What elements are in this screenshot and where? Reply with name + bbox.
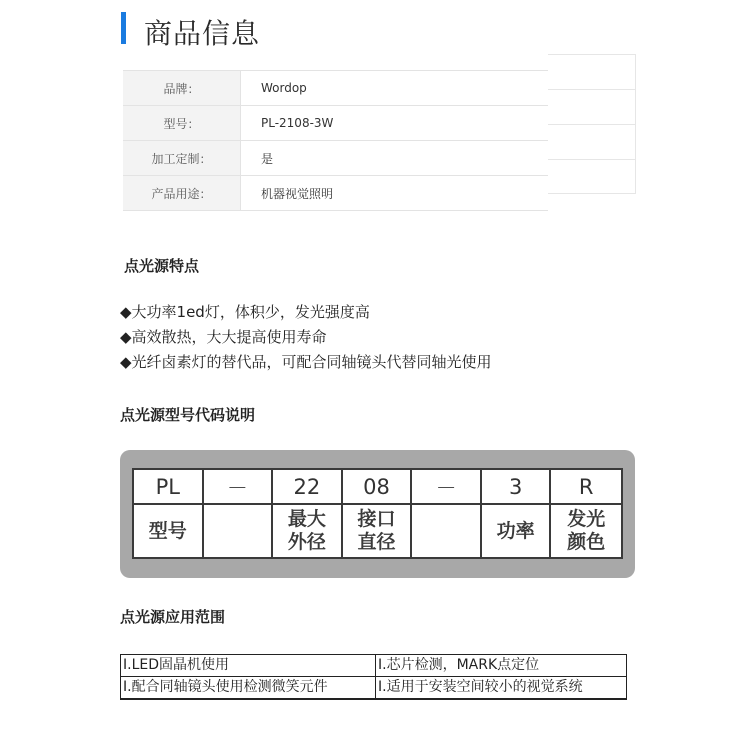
- product-info-table: [123, 70, 548, 211]
- feature-list: [120, 300, 492, 375]
- info-row-model: [123, 106, 548, 141]
- model-code-heading: 点光源型号代码说明: [120, 406, 256, 424]
- section-title: 商品信息: [144, 17, 261, 50]
- code-cell: 22: [273, 470, 343, 505]
- info-label: 型号：: [123, 106, 241, 140]
- table-decoration: [548, 54, 636, 194]
- info-row-brand: [123, 71, 548, 106]
- code-meaning-cell: 发光 颜色: [567, 508, 606, 553]
- info-label: 品牌：: [123, 71, 241, 105]
- code-cell: 3: [482, 470, 552, 505]
- feature-item: ◆大功率1ed灯，体积少，发光强度高: [120, 303, 370, 321]
- table-row: [121, 655, 627, 677]
- feature-item: ◆光纤卤素灯的替代品，可配合同轴镜头代替同轴光使用: [120, 353, 492, 371]
- table-cell: Ⅰ.适用于安装空间较小的视觉系统: [376, 677, 627, 700]
- model-code-grid: [132, 468, 623, 559]
- code-cell: －: [204, 470, 274, 505]
- table-cell: Ⅰ.芯片检测，MARK点定位: [376, 655, 627, 677]
- info-value: Wordop: [261, 81, 307, 95]
- info-value: 是: [261, 151, 274, 166]
- code-meaning-cell: 型号: [134, 505, 204, 557]
- info-label: 加工定制：: [123, 141, 241, 175]
- table-cell: Ⅰ.配合同轴镜头使用检测微笑元件: [121, 677, 376, 700]
- code-meaning-cell: 功率: [482, 505, 552, 557]
- info-row-usage: [123, 176, 548, 211]
- info-row-customization: [123, 141, 548, 176]
- code-cell: R: [551, 470, 621, 505]
- features-heading: 点光源特点: [124, 257, 200, 275]
- feature-item: ◆高效散热，大大提高使用寿命: [120, 328, 327, 346]
- info-value: PL-2108-3W: [261, 116, 334, 130]
- info-value: 机器视觉照明: [261, 186, 334, 201]
- model-code-diagram: [120, 450, 635, 578]
- code-meaning-cell: 最大 外径: [273, 505, 343, 557]
- code-cell: －: [412, 470, 482, 505]
- applications-table: [120, 654, 627, 700]
- table-cell: Ⅰ.LED固晶机使用: [121, 655, 376, 677]
- code-meaning-cell: 接口 直径: [343, 505, 413, 557]
- code-cell: PL: [134, 470, 204, 505]
- info-label: 产品用途：: [123, 176, 241, 210]
- table-row: [121, 677, 627, 700]
- accent-bar: [121, 12, 126, 44]
- applications-heading: 点光源应用范围: [120, 608, 226, 626]
- code-cell: 08: [343, 470, 413, 505]
- code-meaning-cell: [412, 505, 482, 557]
- code-meaning-cell: [204, 505, 274, 557]
